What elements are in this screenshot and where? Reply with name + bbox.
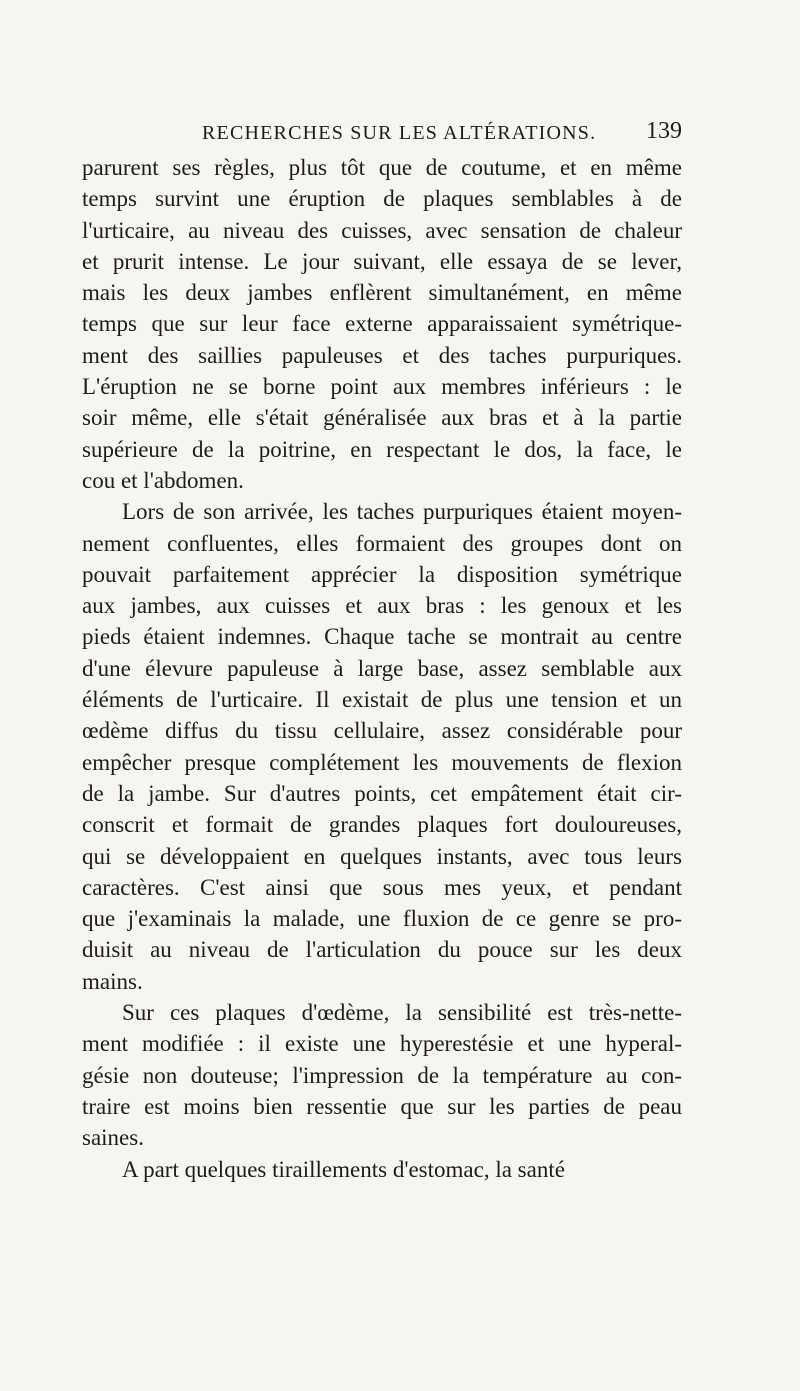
text-line: caractères. C'est ainsi que sous mes yeux, et pendant [82, 874, 682, 900]
text-line: Lors de son arrivée, les taches purpuriques étaient moyen- [122, 499, 682, 525]
text-line: parurent ses règles, plus tôt que de coutume, et en même [82, 155, 682, 180]
paragraph [82, 997, 682, 1153]
text-line: temps que sur leur face externe apparaissaient symétrique- [82, 311, 682, 337]
text-line: soir même, elle s'était généralisée aux bras et à la partie [82, 405, 682, 431]
text-line: traire est moins bien ressentie que sur les parties de peau [82, 1093, 682, 1119]
text-line: A part quelques tiraillements d'estomac, la santé [122, 1156, 565, 1182]
text-line: saines. [82, 1125, 144, 1151]
text-line: éléments de l'urticaire. Il existait de plus une tension et un [82, 687, 682, 713]
body-text [82, 152, 682, 1185]
text-line: et prurit intense. Le jour suivant, elle essaya de se lever, [82, 248, 682, 274]
text-line: Sur ces plaques d'œdème, la sensibilité est très-nette- [122, 1000, 682, 1026]
text-line: que j'examinais la malade, une fluxion de ce genre se pro- [82, 906, 682, 932]
text-line: l'urticaire, au niveau des cuisses, avec sensation de chaleur [82, 217, 682, 243]
text-line: nement confluentes, elles formaient des groupes dont on [82, 530, 682, 556]
text-line: gésie non douteuse; l'impression de la température au con- [82, 1062, 682, 1088]
paragraph [82, 1154, 682, 1185]
paragraph [82, 152, 682, 496]
text-line: qui se développaient en quelques instants, avec tous leurs [82, 843, 682, 869]
text-line: ment des saillies papuleuses et des taches purpuriques. [82, 342, 682, 368]
text-line: temps survint une éruption de plaques semblables à de [82, 186, 682, 212]
text-line: mains. [82, 968, 143, 994]
page-number: 139 [646, 118, 682, 144]
text-line: de la jambe. Sur d'autres points, cet empâtement était cir- [82, 780, 682, 806]
text-line: supérieure de la poitrine, en respectant le dos, la face, le [82, 436, 682, 462]
text-line: empêcher presque complétement les mouvements de flexion [82, 749, 682, 775]
text-line: mais les deux jambes enflèrent simultanément, en même [82, 280, 682, 306]
text-line: pieds étaient indemnes. Chaque tache se montrait au centre [82, 624, 682, 650]
paragraph [82, 496, 682, 997]
text-line: cou et l'abdomen. [82, 467, 244, 493]
text-line: d'une élevure papuleuse à large base, assez semblable aux [82, 655, 682, 681]
text-line: pouvait parfaitement apprécier la disposition symétrique [82, 561, 682, 587]
text-line: œdème diffus du tissu cellulaire, assez considérable pour [82, 718, 682, 744]
text-line: ment modifiée : il existe une hyperestésie et une hyperal- [82, 1031, 682, 1057]
text-line: L'éruption ne se borne point aux membres inférieurs : le [82, 374, 682, 400]
running-head: RECHERCHES SUR LES ALTÉRATIONS. [202, 122, 597, 144]
text-line: duisit au niveau de l'articulation du pouce sur les deux [82, 937, 682, 963]
text-line: conscrit et formait de grandes plaques fort douloureuses, [82, 812, 682, 838]
page-header [82, 118, 682, 150]
text-line: aux jambes, aux cuisses et aux bras : les genoux et les [82, 593, 682, 619]
